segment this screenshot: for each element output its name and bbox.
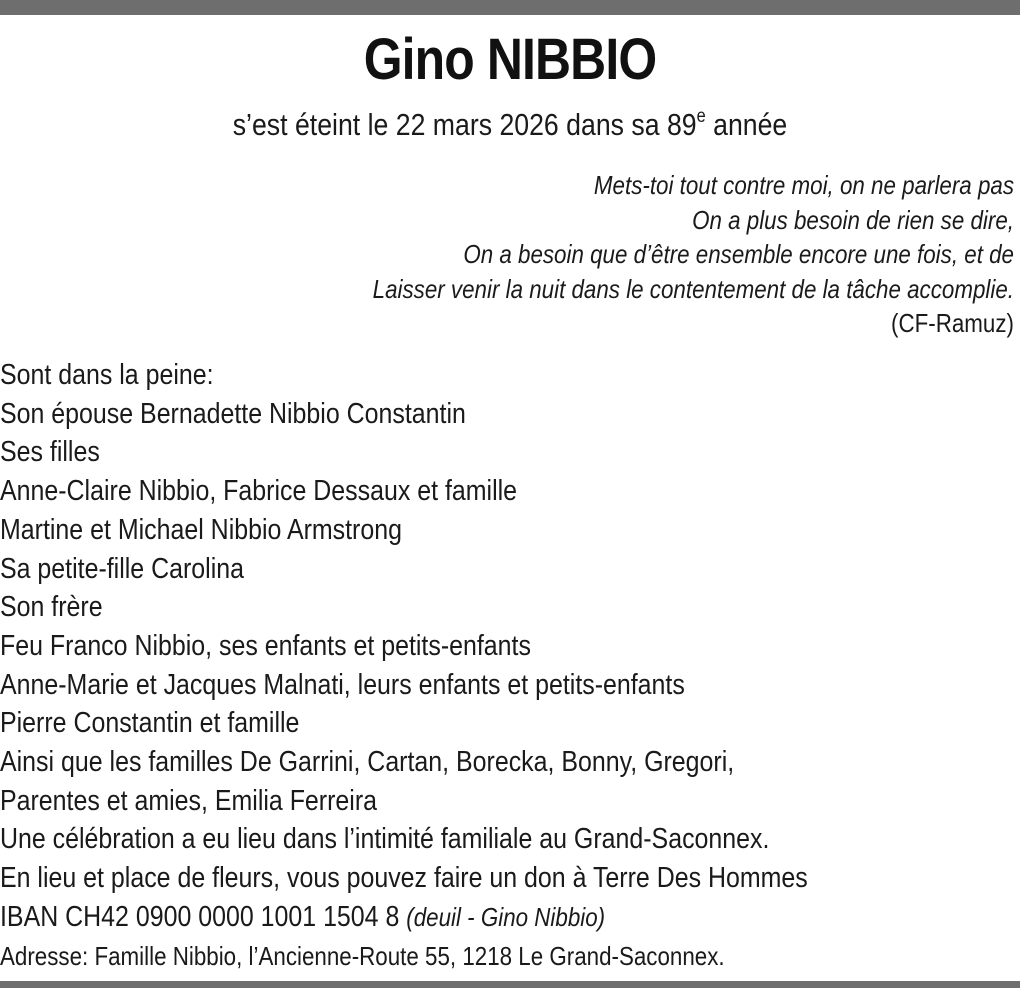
mourners-line: Son frère — [0, 591, 103, 624]
mourners-line: Ses filles — [0, 436, 100, 469]
mourners-line: Sont dans la peine: — [0, 359, 214, 391]
ceremony-line: Une célébration a eu lieu dans l’intimité familiale au Grand-Saconnex. — [0, 823, 770, 856]
death-notice-line — [71, 104, 948, 146]
poem-line: On a plus besoin de rien se dire, — [692, 204, 1014, 235]
mourners-list — [0, 356, 1015, 975]
mourners-line: Parentes et amies, Emilia Ferreira — [0, 784, 378, 817]
poem-line: Mets-toi tout contre moi, on ne parlera pas — [593, 170, 1014, 200]
mourners-line: Sa petite-fille Carolina — [0, 552, 244, 585]
top-border-rule — [0, 0, 1020, 15]
iban-number: IBAN CH42 0900 0000 1001 1504 8 — [0, 900, 400, 933]
deceased-name: Gino NIBBIO — [363, 27, 657, 92]
poem-author: (CF-Ramuz) — [891, 308, 1014, 338]
mourners-line: Pierre Constantin et famille — [0, 707, 300, 740]
poem-quote — [240, 168, 1014, 341]
iban-line — [0, 898, 1015, 937]
mourners-line: Anne-Marie et Jacques Malnati, leurs enfants et petits-enfants — [0, 668, 685, 701]
mourners-line: Feu Franco Nibbio, ses enfants et petits-enfants — [0, 629, 531, 662]
mourners-line: Martine et Michael Nibbio Armstrong — [0, 513, 402, 546]
mourners-line: Son épouse Bernadette Nibbio Constantin — [0, 397, 466, 430]
iban-reference: (deuil - Gino Nibbio) — [406, 901, 606, 932]
bottom-border-rule — [0, 981, 1020, 988]
ordinal-superscript: e — [696, 106, 706, 127]
address-line: Adresse: Famille Nibbio, l’Ancienne-Route 55, 1218 Le Grand-Saconnex. — [0, 940, 725, 971]
death-notice-text-end: année — [705, 107, 788, 142]
poem-line: On a besoin que d’être ensemble encore une fois, et de — [463, 239, 1014, 269]
poem-line: Laisser venir la nuit dans le contentement de la tâche accomplie. — [372, 273, 1014, 304]
death-notice-text: s’est éteint le 22 mars 2026 dans sa 89 — [232, 107, 697, 142]
mourners-line: Anne-Claire Nibbio, Fabrice Dessaux et famille — [0, 475, 518, 508]
donation-line: En lieu et place de fleurs, vous pouvez faire un don à Terre Des Hommes — [0, 862, 808, 895]
mourners-line: Ainsi que les familles De Garrini, Cartan, Borecka, Bonny, Gregori, — [0, 746, 735, 779]
